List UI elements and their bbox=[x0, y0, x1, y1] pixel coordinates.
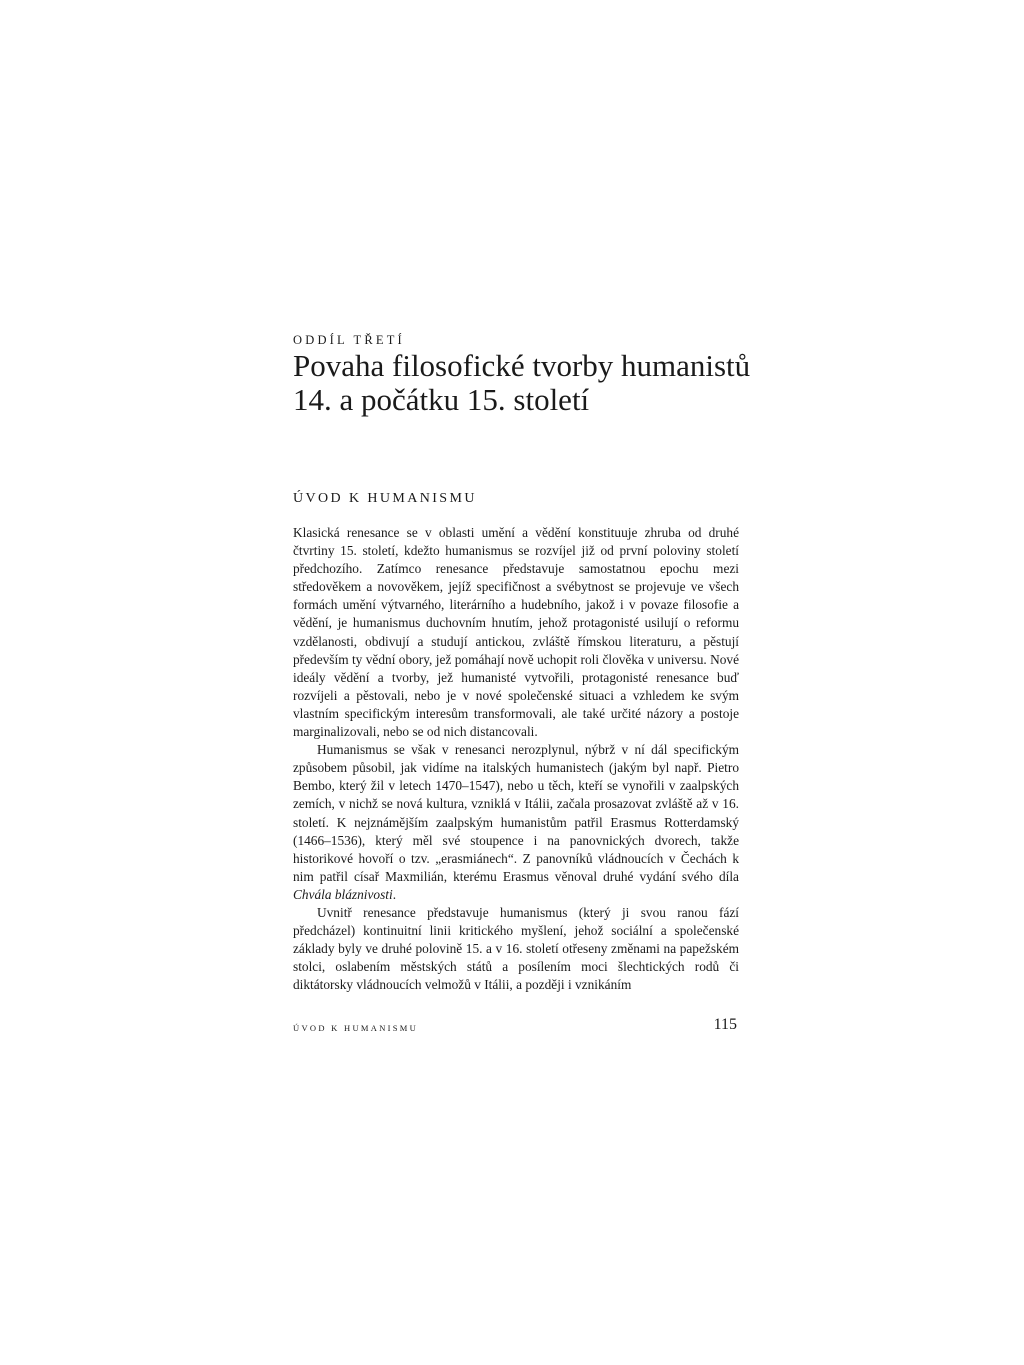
section-subheading: ÚVOD K HUMANISMU bbox=[293, 491, 477, 506]
body-text bbox=[293, 524, 739, 994]
paragraph-2-end: . bbox=[392, 886, 397, 902]
paragraph-2-text: Humanismus se však v renesanci nerozplynul, nýbrž v ní dál specifickým způsobem působil, jak vidíme na italských humanistech (jakým byl např. Pietro Bembo, který žil v letech 1470–1547), nebo u těch, kteří se vynořili v zaalpských zemích, v nichž se nová kultura, vzniklá v Itálii, začala prosazovat zvláště až v 16. století. K nejznámějším zaalpským humanistům patřil Erasmus Rotterdamský (1466–1536), který měl své stoupence i na panovnických dvorech, takže historikové hovoří o tzv. „erasmiánech“. Z panovníků vládnoucích v Čechách k nim patřil císař Maxmilián, kterému Erasmus věnoval druhé vydání svého díla bbox=[293, 742, 739, 884]
section-label: ODDÍL TŘETÍ bbox=[293, 333, 405, 347]
paragraph-1: Klasická renesance se v oblasti umění a vědění konstituuje zhruba od druhé čtvrtiny 15. století, kdežto humanismus se rozvíjel již od první poloviny století předchozího. Zatímco renesance představuje samostatnou epochu mezi středověkem a novověkem, jejíž specifičnost a svébytnost se projevuje ve všech formách umění výtvarného, literárního a hudebního, jakož i v povaze filosofie a vědění, je humanismus duchovním hnutím, jehož protagonisté usilují o reformu vzdělanosti, obdivují a studují antickou, zvláště římskou literaturu, a pěstují především ty vědní obory, jež pomáhají nově uchopit roli člověka v universu. Nové ideály vědění a tvorby, jež humanisté vytvořili, protagonisté renesance buď rozvíjeli a pěstovali, nebo je v nové společenské situaci a vzhledem ke svým vlastním specifickým interesům transformovali, ale také určité názory a postoje marginalizovali, nebo se od nich distancovali. bbox=[293, 525, 739, 740]
chapter-title-line-2: 14. a počátku 15. století bbox=[293, 382, 590, 417]
page-number: 115 bbox=[713, 1016, 737, 1033]
chapter-title bbox=[293, 349, 753, 417]
book-title-italic: Chvála bláznivosti bbox=[293, 886, 393, 902]
paragraph-2 bbox=[293, 741, 739, 904]
chapter-title-line-1: Povaha filosofické tvorby humanistů bbox=[293, 348, 751, 383]
paragraph-3: Uvnitř renesance představuje humanismus (který ji svou ranou fází předcházel) kontinuitní linii kritického myšlení, jehož sociální a společenské základy byly ve druhé polovině 15. a v 16. století otřeseny změnami na papežském stolci, oslabením městských států a posílením moci šlechtických rodů či diktátorsky vládnoucích velmožů v Itálii, a později i vznikáním bbox=[293, 904, 739, 993]
running-head: ÚVOD K HUMANISMU bbox=[293, 1023, 419, 1033]
